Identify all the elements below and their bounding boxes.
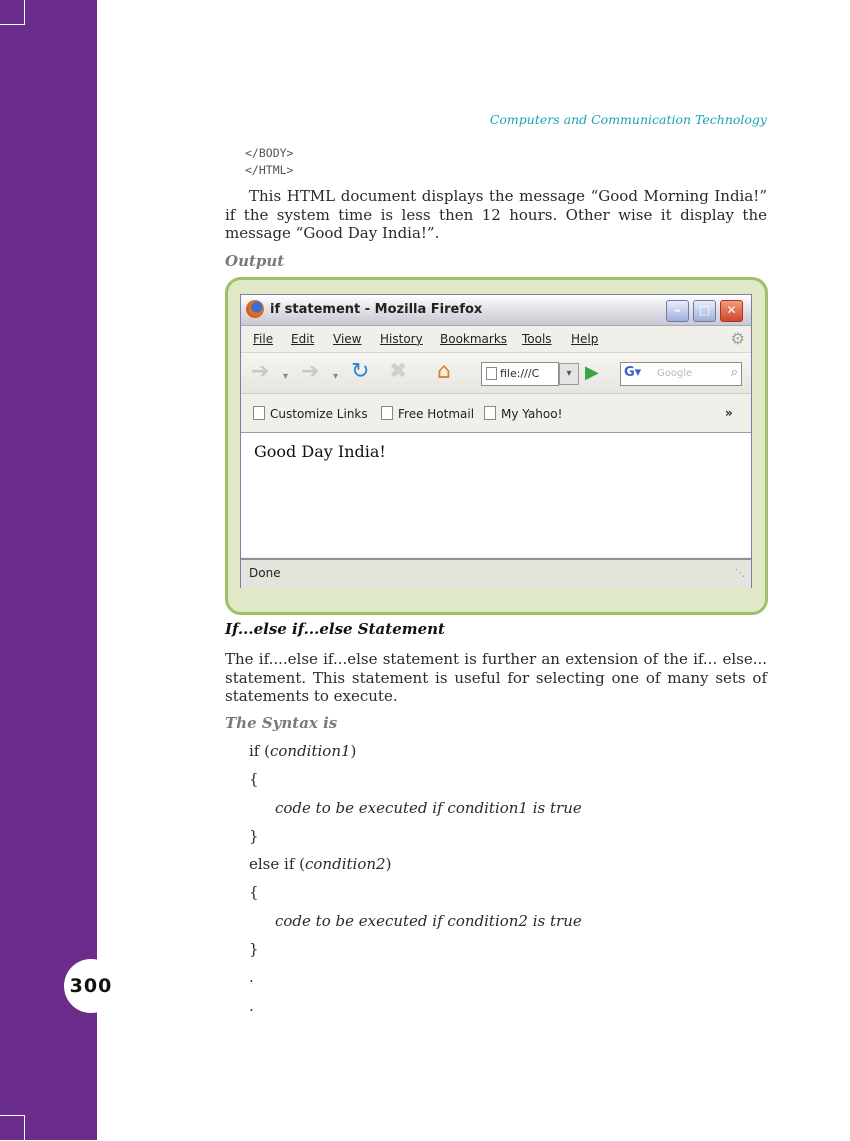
code-line: </BODY>: [245, 146, 294, 160]
page-icon: [381, 406, 393, 420]
bookmark-free-hotmail[interactable]: [381, 406, 474, 421]
syntax-close-brace: }: [249, 940, 259, 958]
page-icon: [253, 406, 265, 420]
syntax-ellipsis-dot: .: [249, 997, 254, 1015]
back-dropdown-icon[interactable]: ▾: [283, 371, 289, 382]
search-field[interactable]: [620, 362, 742, 386]
forward-dropdown-icon[interactable]: ▾: [333, 371, 339, 382]
browser-window: [240, 294, 752, 588]
syntax-label: The Syntax is: [225, 714, 338, 732]
firefox-icon: [246, 300, 264, 318]
menu-help[interactable]: Help: [571, 332, 599, 346]
syntax-body: [275, 912, 582, 930]
title-bar: [241, 295, 751, 326]
search-engine-icon[interactable]: G▾: [624, 365, 642, 380]
menu-file[interactable]: File: [253, 332, 274, 346]
page-icon: [484, 406, 496, 420]
menu-bookmarks[interactable]: Bookmarks: [440, 332, 508, 346]
close-button[interactable]: ✕: [720, 300, 743, 322]
bookmark-my-yahoo[interactable]: [484, 406, 562, 421]
bookmark-label: Free Hotmail: [398, 407, 475, 421]
url-field[interactable]: [481, 362, 559, 386]
page-content: [241, 433, 751, 557]
syntax-keyword: else if (: [249, 855, 305, 873]
output-label: Output: [225, 252, 285, 270]
section-heading: If...else if...else Statement: [225, 620, 445, 638]
gear-icon[interactable]: ⚙: [730, 329, 745, 348]
back-arrow-icon[interactable]: ➔: [251, 359, 270, 384]
paragraph-description: The if....else if...else statement is further an extension of the if... else... statement. This statement is useful for selecting one of many sets of statements to execute.: [225, 650, 767, 705]
menu-edit[interactable]: Edit: [291, 332, 315, 346]
syntax-body-text: code to be executed if condition1 is true: [275, 799, 582, 817]
bookmark-label: Customize Links: [270, 407, 368, 421]
home-icon[interactable]: ⌂: [437, 359, 451, 384]
syntax-body-text: code to be executed if condition2 is true: [275, 912, 582, 930]
bookmarks-toolbar: [241, 394, 751, 433]
menu-bar: [241, 326, 751, 353]
window-title: if statement - Mozilla Firefox: [270, 302, 483, 317]
syntax-condition: condition1: [269, 742, 351, 760]
crop-mark-top: [0, 0, 25, 25]
search-icon[interactable]: ⌕: [730, 365, 738, 380]
minimize-button[interactable]: –: [666, 300, 689, 322]
bookmark-label: My Yahoo!: [501, 407, 563, 421]
crop-mark-bottom: [0, 1115, 25, 1141]
resize-grip-icon[interactable]: ⋱: [735, 568, 745, 579]
running-head: Computers and Communication Technology: [489, 112, 767, 127]
page-number: 300: [64, 959, 118, 1013]
reload-icon[interactable]: ↻: [351, 359, 370, 384]
url-dropdown-icon[interactable]: ▾: [559, 363, 579, 385]
syntax-paren: ): [350, 742, 357, 760]
menu-tools[interactable]: Tools: [522, 332, 552, 346]
bookmark-customize-links[interactable]: [253, 406, 368, 421]
page-icon: [486, 367, 497, 380]
syntax-open-brace: {: [249, 883, 259, 901]
syntax-keyword: if (: [249, 742, 270, 760]
menu-history[interactable]: History: [380, 332, 423, 346]
syntax-close-brace: }: [249, 827, 259, 845]
syntax-line-if: [249, 742, 356, 760]
search-placeholder: Google: [657, 368, 693, 379]
go-arrow-icon[interactable]: ▶: [585, 362, 599, 383]
syntax-condition: condition2: [305, 855, 386, 873]
syntax-paren: ): [385, 855, 392, 873]
paragraph-intro: This HTML document displays the message “Good Morning India!” if the system time is less then 12 hours. Other wise it display the message “Good Day India!”.: [225, 187, 767, 242]
status-text: Done: [249, 566, 281, 580]
syntax-line-elseif: [249, 855, 391, 873]
bookmarks-overflow-icon[interactable]: »: [725, 406, 733, 420]
syntax-body: [275, 799, 582, 817]
page-message: Good Day India!: [254, 442, 386, 461]
menu-view[interactable]: View: [333, 332, 362, 346]
status-bar: [241, 558, 751, 588]
syntax-open-brace: {: [249, 770, 259, 788]
stop-icon[interactable]: ✖: [389, 359, 408, 384]
syntax-ellipsis-dot: .: [249, 968, 254, 986]
forward-arrow-icon[interactable]: ➔: [301, 359, 320, 384]
url-text: file:///C: [500, 367, 540, 380]
code-line: </HTML>: [245, 163, 294, 177]
navigation-toolbar: [241, 353, 751, 394]
maximize-button[interactable]: □: [693, 300, 716, 322]
